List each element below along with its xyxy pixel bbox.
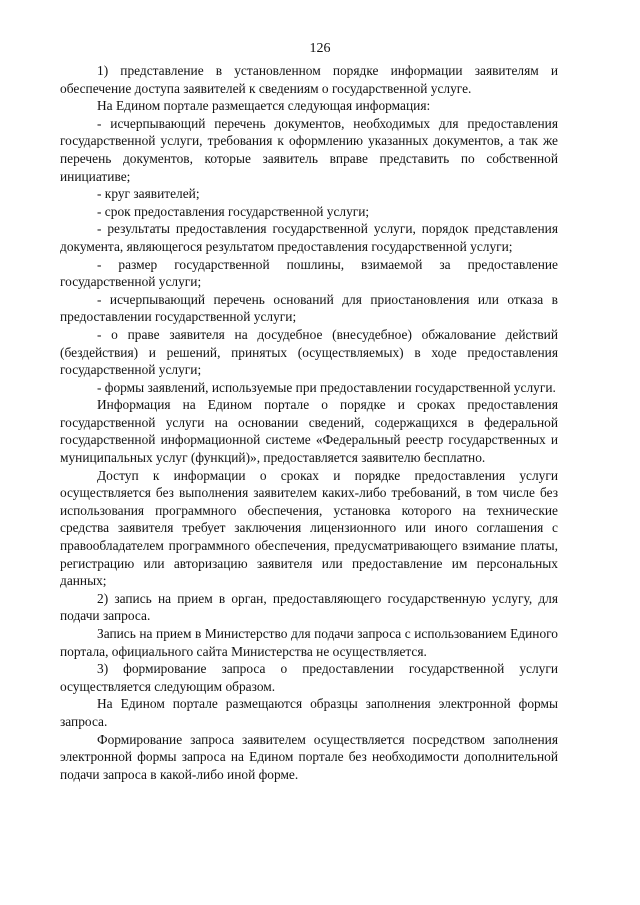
- paragraph-item-3-request-forming: 3) формирование запроса о предоставлении государственной услуги осуществляется следующим образом.: [60, 661, 558, 694]
- paragraph-item-2-appointment: 2) запись на прием в орган, предоставляющего государственную услугу, для подачи запроса.: [60, 590, 558, 624]
- list-item-term: - срок предоставления государственной услуги;: [97, 203, 370, 219]
- list-item-refusal-grounds: - исчерпывающий перечень оснований для приостановления или отказа в предоставлении государственной услуги;: [60, 291, 558, 325]
- list-item-forms: - формы заявлений, используемые при предоставлении государственной услуги.: [97, 379, 556, 395]
- paragraph-form-samples: На Едином портале размещаются образцы заполнения электронной формы запроса.: [60, 696, 558, 729]
- paragraph-appointment-not-available: Запись на прием в Министерство для подачи запроса с использованием Единого портала, официального сайта Министерства не осуществляется.: [60, 626, 558, 659]
- paragraph-portal-info-intro: На Едином портале размещается следующая информация:: [97, 98, 431, 114]
- paragraph-access-conditions: Доступ к информации о сроках и порядке предоставления услуги осуществляется без выполнения заявителем каких-либо требований, в том числе без использования программного обеспечения, установка которого на технические средства заявителя требует заключения лицензионного или иного соглашения с правообладателем программного обеспечения, предусматривающего взимание платы, регистрацию или авторизацию заявителя или предоставление им персональных данных;: [60, 467, 558, 589]
- page-number: 126: [309, 41, 331, 56]
- paragraph-portal-info-free: Информация на Едином портале о порядке и сроках предоставления государственной услуги на основании сведений, содержащихся в федеральной государственной информационной системе «Федеральный реестр государственных и муниципальных услуг (функций)», предоставляется заявителю бесплатно.: [60, 397, 558, 466]
- list-item-applicants: - круг заявителей;: [97, 186, 200, 202]
- paragraph-item-1-info-provision: 1) представление в установленном порядке информации заявителям и обеспечение доступа заявителей к сведениям о государственной услуге.: [60, 63, 558, 96]
- list-item-documents: - исчерпывающий перечень документов, необходимых для предоставления государственной услуги, требования к оформлению указанных документов, а так же перечень документов, которые заявитель вправе представить по собственной инициативе;: [60, 115, 558, 184]
- paragraph-request-forming-method: Формирование запроса заявителем осуществляется посредством заполнения электронной формы запроса на Едином портале без необходимости дополнительной подачи запроса в какой-либо иной форме.: [60, 731, 558, 782]
- list-item-appeal-rights: - о праве заявителя на досудебное (внесудебное) обжалование действий (бездействия) и решений, принятых (осуществляемых) в ходе предоставления государственной услуги;: [60, 326, 558, 378]
- list-item-results: - результаты предоставления государственной услуги, порядок представления документа, являющегося результатом предоставления государственной услуги;: [60, 221, 558, 254]
- list-item-fee: - размер государственной пошлины, взимаемой за предоставление государственной услуги;: [60, 256, 558, 290]
